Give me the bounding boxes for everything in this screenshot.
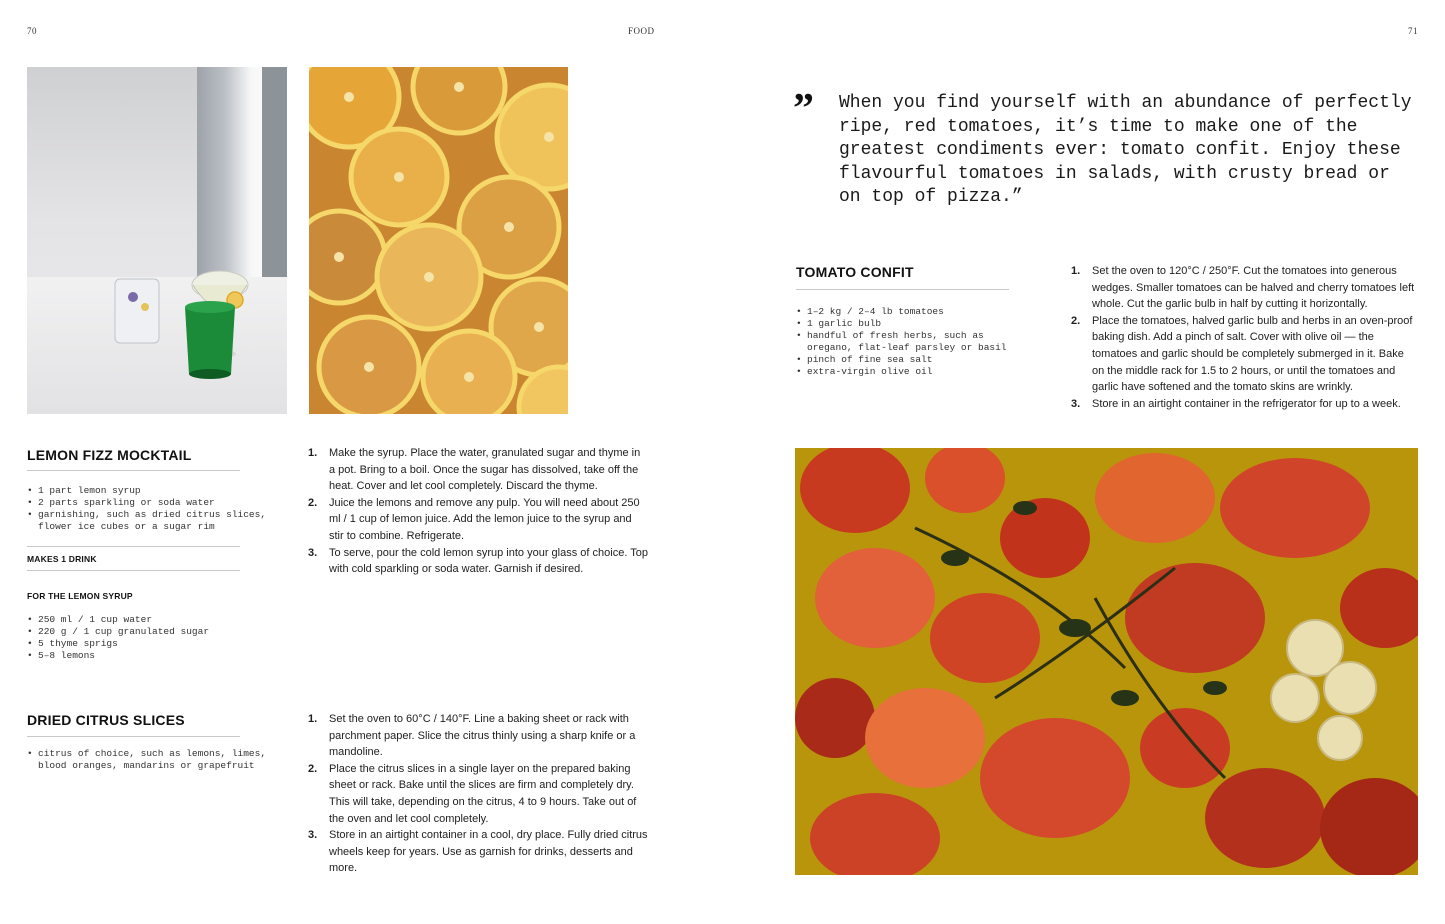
divider — [27, 736, 240, 737]
page-number-left: 70 — [27, 26, 37, 36]
ingredient-list-lemon-fizz — [27, 485, 267, 533]
ingredient-item: • pinch of fine sea salt — [796, 354, 1056, 366]
dried-citrus-photo — [309, 67, 568, 414]
ingredient-item: oregano, flat-leaf parsley or basil — [807, 342, 1007, 353]
ingredient-item: flower ice cubes or a sugar rim — [38, 521, 215, 532]
ingredient-item: • garnishing, such as dried citrus slices, — [27, 509, 267, 521]
recipe-title-lemon-fizz: LEMON FIZZ MOCKTAIL — [27, 447, 192, 463]
ingredient-item: • 5 thyme sprigs — [27, 638, 267, 650]
steps-lemon-fizz — [308, 445, 648, 578]
yield-label: MAKES 1 DRINK — [27, 554, 97, 564]
ingredient-item: • 5–8 lemons — [27, 650, 267, 662]
step-item: 2. Juice the lemons and remove any pulp. You will need about 250 ml / 1 cup of lemon juice. Add the lemon juice to the syrup and stir to combine. Refrigerate. — [308, 496, 640, 542]
quote-mark: ” — [793, 86, 814, 132]
ingredient-item: • handful of fresh herbs, such as — [796, 330, 1056, 342]
ingredient-list-lemon-syrup — [27, 614, 267, 662]
recipe-title-tomato-confit: TOMATO CONFIT — [796, 264, 914, 280]
step-item: 1. Set the oven to 60°C / 140°F. Line a baking sheet or rack with parchment paper. Slice the citrus thinly using a sharp knife or a mandoline. — [308, 713, 636, 759]
ingredient-item: blood oranges, mandarins or grapefruit — [38, 760, 255, 771]
steps-dried-citrus — [308, 711, 648, 877]
divider — [27, 570, 240, 571]
step-item: 1. Make the syrup. Place the water, granulated sugar and thyme in a pot. Bring to a boil. Once the sugar has dissolved, take off the heat. Cover and let cool completely. Discard the thyme. — [308, 447, 641, 493]
ingredient-list-dried-citrus — [27, 748, 277, 772]
mocktail-photo — [27, 67, 287, 414]
ingredient-item: • 250 ml / 1 cup water — [27, 614, 267, 626]
ingredient-item: • extra-virgin olive oil — [796, 366, 1056, 378]
step-item: 2. Place the tomatoes, halved garlic bulb and herbs in an oven-proof baking dish. Add a pinch of salt. Cover with olive oil — the tomatoes and garlic should be completely submerged in it. Bake on the middle rack for 1.5 to 2 hours, or until the tomatoes and garlic have softened and the tomato skins are wrinkly. — [1071, 314, 1413, 394]
ingredient-item: • 2 parts sparkling or soda water — [27, 497, 267, 509]
syrup-label: FOR THE LEMON SYRUP — [27, 591, 133, 601]
page-number-right: 71 — [1408, 26, 1418, 36]
step-item: 3. To serve, pour the cold lemon syrup into your glass of choice. Top with cold sparkling or soda water. Garnish if desired. — [308, 546, 648, 576]
ingredient-item: • 1–2 kg / 2–4 lb tomatoes — [796, 306, 1056, 318]
divider — [27, 470, 240, 471]
tomato-confit-photo — [795, 448, 1418, 875]
step-item: 3. Store in an airtight container in a cool, dry place. Fully dried citrus wheels keep for years. Use as garnish for drinks, desserts and more. — [308, 829, 648, 875]
step-item: 2. Place the citrus slices in a single layer on the prepared baking sheet or rack. Bake until the slices are firm and completely dry. This will take, depending on the citrus, 4 to 9 hours. Take out of the oven and let cool completely. — [308, 762, 637, 825]
steps-tomato-confit — [1071, 263, 1419, 412]
recipe-title-dried-citrus: DRIED CITRUS SLICES — [27, 712, 185, 728]
ingredient-list-tomato-confit — [796, 306, 1056, 378]
ingredient-item: • 1 garlic bulb — [796, 318, 1056, 330]
ingredient-item: • 1 part lemon syrup — [27, 485, 267, 497]
divider — [796, 289, 1009, 290]
running-header: FOOD — [628, 26, 655, 36]
ingredient-item: • 220 g / 1 cup granulated sugar — [27, 626, 267, 638]
divider — [27, 546, 240, 547]
step-item: 1. Set the oven to 120°C / 250°F. Cut the tomatoes into generous wedges. Smaller tomatoes can be halved and cherry tomatoes left whole. Cut the garlic bulb in half by cutting it horizontally. — [1071, 265, 1415, 311]
step-item: 3. Store in an airtight container in the refrigerator for up to a week. — [1071, 397, 1401, 410]
ingredient-item: • citrus of choice, such as lemons, limes, — [27, 748, 277, 760]
pull-quote: When you find yourself with an abundance of perfectly ripe, red tomatoes, it’s time to make one of the greatest condiments ever: tomato confit. Enjoy these flavourful tomatoes in salads, with crusty bread or on top of pizza.” — [839, 93, 1412, 208]
